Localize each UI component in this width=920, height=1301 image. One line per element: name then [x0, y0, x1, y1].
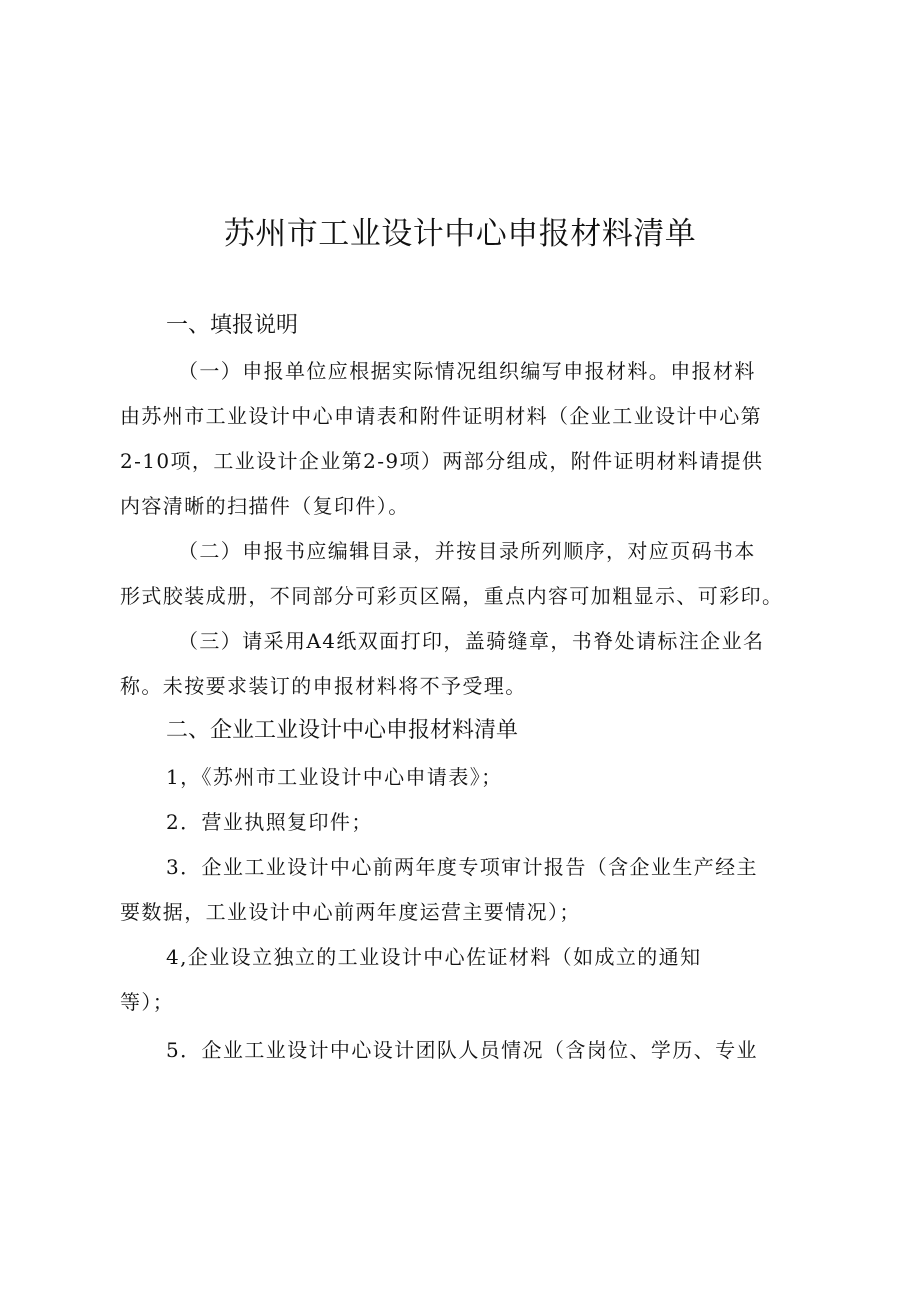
paragraph-line: （一）申报单位应根据实际情况组织编写申报材料。申报材料: [178, 359, 756, 383]
list-item-continuation: 等）；: [120, 990, 175, 1014]
paragraph-line: 形式胶装成册，不同部分可彩页区隔，重点内容可加粗显示、可彩印。: [120, 584, 784, 608]
list-item: 2．营业执照复印件；: [166, 810, 373, 834]
list-item: 4,企业设立独立的工业设计中心佐证材料（如成立的通知: [166, 945, 702, 969]
list-item: 5．企业工业设计中心设计团队人员情况（含岗位、学历、专业: [166, 1038, 758, 1062]
paragraph-line: 内容清晰的扫描件（复印件）。: [120, 494, 410, 518]
paragraph-line: 2-10项，工业设计企业第2-9项）两部分组成，附件证明材料请提供: [120, 449, 764, 473]
section-heading-checklist: 二、企业工业设计中心申报材料清单: [166, 718, 519, 743]
paragraph-line: 由苏州市工业设计中心申请表和附件证明材料（企业工业设计中心第: [120, 404, 762, 428]
section-heading-instructions: 一、填报说明: [166, 313, 299, 338]
list-item: 1，《苏州市工业设计中心申请表》；: [166, 765, 503, 789]
paragraph-line: （二）申报书应编辑目录，并按目录所列顺序，对应页码书本: [178, 539, 756, 563]
paragraph-line: （三）请采用A4纸双面打印，盖骑缝章，书脊处请标注企业名: [178, 629, 765, 653]
paragraph-line: 称。未按要求装订的申报材料将不予受理。: [120, 674, 527, 698]
list-item: 3．企业工业设计中心前两年度专项审计报告（含企业生产经主: [166, 855, 758, 879]
list-item-continuation: 要数据，工业设计中心前两年度运营主要情况）；: [120, 900, 581, 924]
document-title: 苏州市工业设计中心申报材料清单: [223, 216, 697, 252]
